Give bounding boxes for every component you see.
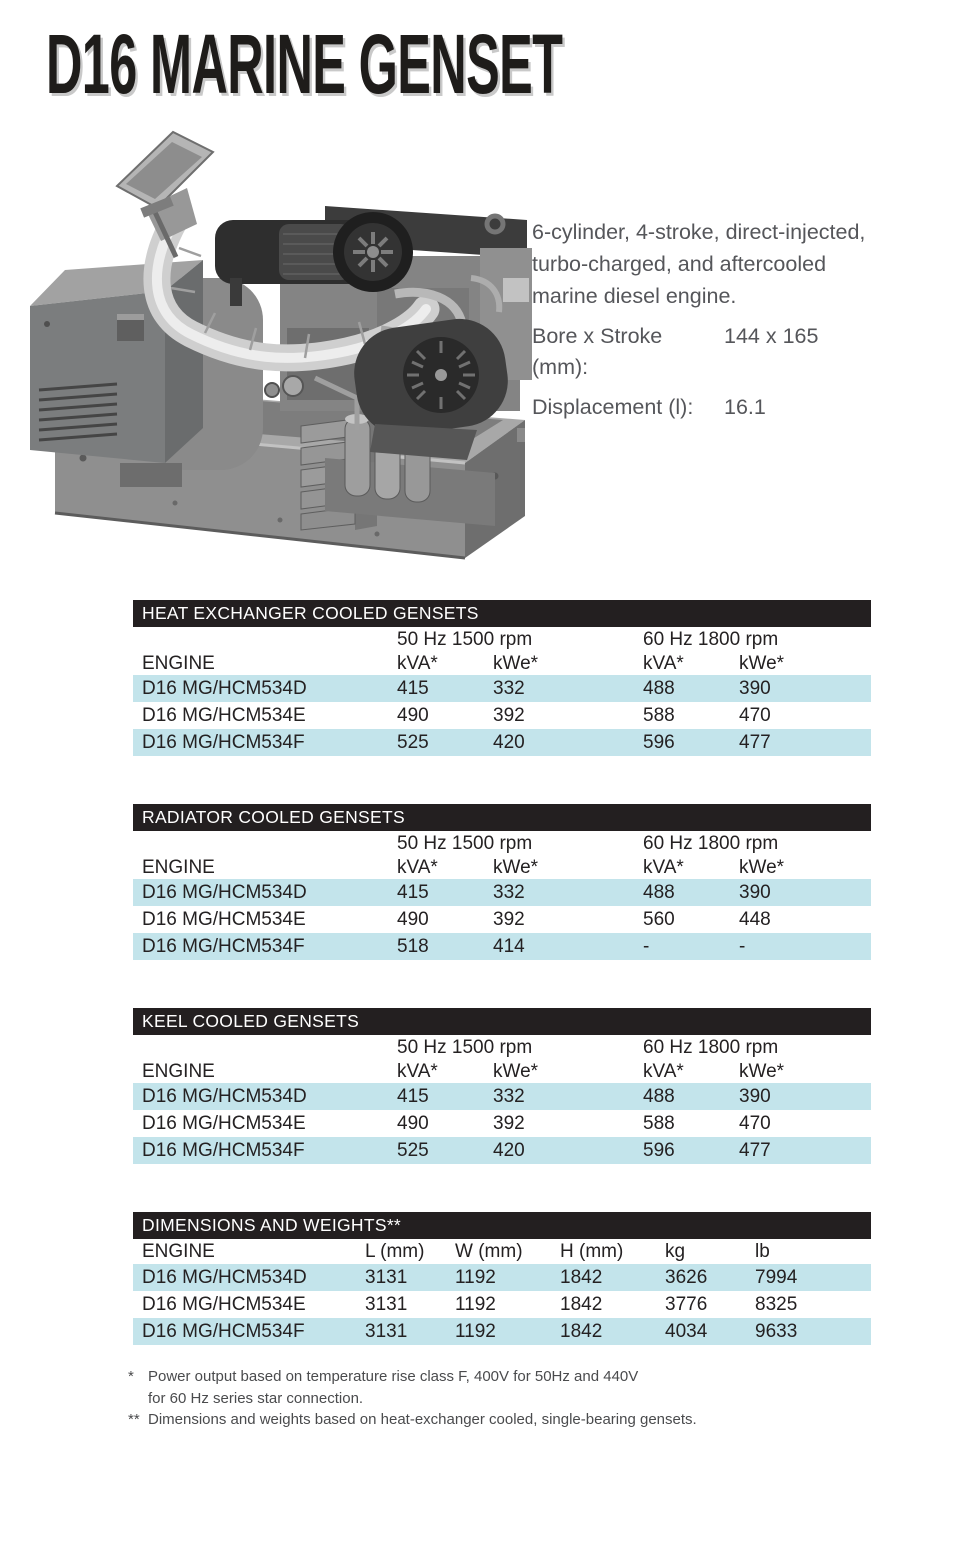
cell-value: - (643, 935, 650, 957)
cell-value: 415 (397, 677, 429, 699)
description-line-1: 6-cylinder, 4-stroke, direct-injected, (532, 220, 866, 244)
freq-60hz-label: 60 Hz 1800 rpm (643, 833, 779, 854)
cell-value: 588 (643, 1112, 675, 1134)
cell-value: 1842 (560, 1320, 603, 1342)
cell-value: 390 (739, 677, 771, 699)
cell-value: 7994 (755, 1266, 798, 1288)
col-header-engine: ENGINE (142, 857, 215, 878)
frequency-header-row (133, 1035, 871, 1061)
cell-value: 420 (493, 731, 525, 753)
cell-value: 560 (643, 908, 675, 930)
table-keel (133, 1008, 871, 1164)
cell-engine: D16 MG/HCM534D (142, 1085, 307, 1107)
cell-value: 415 (397, 881, 429, 903)
description-line-3: marine diesel engine. (532, 284, 737, 308)
col-header-height: H (mm) (560, 1240, 624, 1262)
table-row (133, 1318, 871, 1345)
table-row (133, 702, 871, 729)
cell-value: 332 (493, 881, 525, 903)
table-row (133, 1264, 871, 1291)
col-header-kwe-60: kWe* (739, 653, 785, 674)
frequency-header-row (133, 627, 871, 653)
table-row (133, 1137, 871, 1164)
table-title: RADIATOR COOLED GENSETS (142, 807, 405, 827)
col-header-lb: lb (755, 1240, 770, 1262)
cell-value: 588 (643, 704, 675, 726)
footnote-line: Power output based on temperature rise class F, 400V for 50Hz and 440V (148, 1368, 639, 1385)
col-header-kwe-50: kWe* (493, 857, 539, 878)
cell-value: 4034 (665, 1320, 708, 1342)
cell-value: 3131 (365, 1320, 408, 1342)
engine-description (532, 216, 952, 312)
cell-value: - (739, 935, 746, 957)
table-title: KEEL COOLED GENSETS (142, 1011, 360, 1031)
cell-value: 332 (493, 677, 525, 699)
open-lid (117, 132, 213, 257)
column-header-row (133, 857, 871, 879)
col-header-kg: kg (665, 1240, 686, 1262)
table-header-bar (133, 600, 871, 627)
freq-60hz-label: 60 Hz 1800 rpm (643, 629, 779, 650)
col-header-kwe-60: kWe* (739, 857, 785, 878)
cell-engine: D16 MG/HCM534D (142, 1266, 307, 1288)
table-row (133, 729, 871, 756)
cell-value: 477 (739, 731, 771, 753)
cell-engine: D16 MG/HCM534E (142, 704, 306, 726)
bore-stroke-value: 144 x 165 (724, 324, 819, 348)
cell-value: 392 (493, 1112, 525, 1134)
col-header-kva-50: kVA* (397, 653, 438, 674)
table-row (133, 1291, 871, 1318)
table-header-bar (133, 1008, 871, 1035)
cell-value: 1192 (455, 1320, 496, 1342)
cell-value: 488 (643, 1085, 675, 1107)
cell-value: 477 (739, 1139, 771, 1161)
col-header-engine: ENGINE (142, 653, 215, 674)
cell-value: 490 (397, 908, 429, 930)
description-line-2: turbo-charged, and aftercooled (532, 252, 827, 276)
cell-value: 390 (739, 881, 771, 903)
table-header-bar (133, 804, 871, 831)
col-header-kva-60: kVA* (643, 653, 684, 674)
cell-engine: D16 MG/HCM534F (142, 731, 305, 753)
cell-value: 392 (493, 908, 525, 930)
freq-60hz-label: 60 Hz 1800 rpm (643, 1037, 779, 1058)
footnote-dimensions (128, 1409, 788, 1431)
intro-block (532, 216, 952, 423)
footnote-line: for 60 Hz series star connection. (148, 1389, 364, 1407)
cell-value: 415 (397, 1085, 429, 1107)
page-title: D16 MARINE GENSET (46, 17, 563, 111)
cell-value: 518 (397, 935, 429, 957)
freq-50hz-label: 50 Hz 1500 rpm (397, 629, 533, 650)
cell-value: 3131 (365, 1266, 408, 1288)
cell-engine: D16 MG/HCM534E (142, 1112, 306, 1134)
cell-engine: D16 MG/HCM534F (142, 1139, 305, 1161)
cell-value: 390 (739, 1085, 771, 1107)
table-header-bar (133, 1212, 871, 1239)
table-row (133, 675, 871, 702)
freq-50hz-label: 50 Hz 1500 rpm (397, 833, 533, 854)
cell-value: 490 (397, 1112, 429, 1134)
displacement-value: 16.1 (724, 395, 766, 419)
table-dimensions (133, 1212, 871, 1345)
cell-value: 1192 (455, 1293, 496, 1315)
footnote-power-output (128, 1366, 788, 1409)
col-header-engine: ENGINE (142, 1240, 215, 1262)
cell-value: 525 (397, 1139, 429, 1161)
col-header-kva-60: kVA* (643, 1061, 684, 1082)
cell-engine: D16 MG/HCM534F (142, 1320, 305, 1342)
cell-value: 490 (397, 704, 429, 726)
col-header-kwe-60: kWe* (739, 1061, 785, 1082)
column-header-row (133, 1239, 871, 1264)
col-header-width: W (mm) (455, 1240, 523, 1262)
cell-engine: D16 MG/HCM534F (142, 935, 305, 957)
cell-value: 3131 (365, 1293, 408, 1315)
table-row (133, 906, 871, 933)
col-header-engine: ENGINE (142, 1061, 215, 1082)
footnote-marker: ** (128, 1411, 140, 1428)
spec-row-displacement (532, 392, 952, 423)
cell-value: 488 (643, 677, 675, 699)
table-row (133, 879, 871, 906)
table-title: DIMENSIONS AND WEIGHTS** (142, 1215, 402, 1235)
genset-photo (25, 128, 560, 563)
cell-value: 1842 (560, 1293, 603, 1315)
cell-value: 3776 (665, 1293, 708, 1315)
col-header-kva-50: kVA* (397, 1061, 438, 1082)
col-header-length: L (mm) (365, 1240, 425, 1262)
spec-row-bore-stroke (532, 321, 952, 383)
cell-value: 470 (739, 704, 771, 726)
footnote-text: Dimensions and weights based on heat-exchanger cooled, single-bearing gensets. (148, 1411, 697, 1428)
displacement-label: Displacement (l): (532, 395, 694, 419)
table-row (133, 933, 871, 960)
cell-value: 596 (643, 731, 675, 753)
table-title: HEAT EXCHANGER COOLED GENSETS (142, 603, 479, 623)
col-header-kwe-50: kWe* (493, 1061, 539, 1082)
frequency-header-row (133, 831, 871, 857)
table-row (133, 1083, 871, 1110)
cell-engine: D16 MG/HCM534D (142, 677, 307, 699)
cell-value: 596 (643, 1139, 675, 1161)
cell-value: 470 (739, 1112, 771, 1134)
freq-50hz-label: 50 Hz 1500 rpm (397, 1037, 533, 1058)
cell-value: 448 (739, 908, 771, 930)
bore-stroke-label: Bore x Stroke (mm): (532, 324, 663, 379)
cell-engine: D16 MG/HCM534D (142, 881, 307, 903)
cell-value: 488 (643, 881, 675, 903)
cell-value: 414 (493, 935, 525, 957)
cell-value: 9633 (755, 1320, 798, 1342)
col-header-kva-60: kVA* (643, 857, 684, 878)
col-header-kwe-50: kWe* (493, 653, 539, 674)
cell-engine: D16 MG/HCM534E (142, 1293, 306, 1315)
cell-value: 392 (493, 704, 525, 726)
cell-value: 525 (397, 731, 429, 753)
col-header-kva-50: kVA* (397, 857, 438, 878)
cell-value: 420 (493, 1139, 525, 1161)
footnotes (128, 1366, 788, 1431)
table-row (133, 1110, 871, 1137)
cell-value: 1842 (560, 1266, 603, 1288)
cell-value: 332 (493, 1085, 525, 1107)
table-heat-exchanger (133, 600, 871, 756)
column-header-row (133, 653, 871, 675)
cell-value: 1192 (455, 1266, 496, 1288)
cell-engine: D16 MG/HCM534E (142, 908, 306, 930)
cell-value: 8325 (755, 1293, 798, 1315)
cell-value: 3626 (665, 1266, 708, 1288)
footnote-marker: * (128, 1368, 134, 1385)
footnote-text (148, 1366, 638, 1409)
column-header-row (133, 1061, 871, 1083)
table-radiator (133, 804, 871, 960)
